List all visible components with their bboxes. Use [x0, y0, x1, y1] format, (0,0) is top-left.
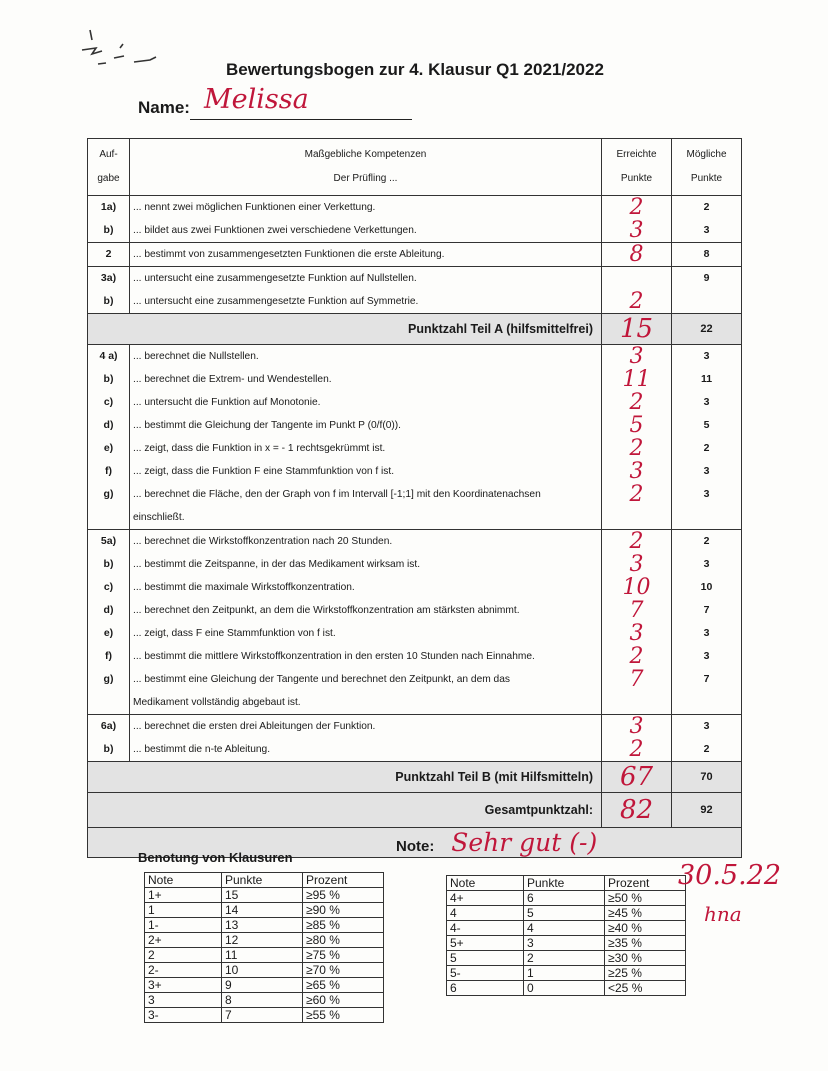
achieved-points: 2	[629, 289, 644, 314]
grade-value: Sehr gut (-)	[451, 828, 598, 857]
task-description: ... berechnet die Nullstellen.	[133, 351, 259, 362]
grading-cell: 0	[524, 981, 605, 996]
possible-points: 3	[703, 488, 710, 500]
possible-points: 3	[703, 650, 710, 662]
grading-cell: ≥65 %	[303, 978, 384, 993]
possible-points: 2	[703, 743, 710, 755]
task-description: ... bildet aus zwei Funktionen zwei verschiedene Verkettungen.	[133, 225, 417, 236]
achieved-points: 3	[629, 459, 644, 484]
grading-cell: ≥90 %	[303, 903, 384, 918]
grading-cell: 13	[222, 918, 303, 933]
grading-header-row	[145, 873, 384, 888]
grading-header-cell: Prozent	[605, 876, 686, 891]
grading-table-1	[144, 872, 384, 1023]
possible-points: 11	[700, 373, 713, 385]
grading-cell: 3+	[145, 978, 222, 993]
grading-cell: 2-	[145, 963, 222, 978]
grading-row	[447, 921, 686, 936]
task-number: b)	[103, 373, 114, 385]
possible-points	[675, 290, 738, 313]
grading-cell: ≥75 %	[303, 948, 384, 963]
grading-cell: 1+	[145, 888, 222, 903]
task-number: 6a)	[100, 720, 117, 732]
task-number: f)	[105, 465, 112, 477]
task-number: b)	[103, 743, 114, 755]
sum-b-possible: 70	[672, 762, 742, 793]
grading-row	[145, 933, 384, 948]
grading-cell: ≥40 %	[605, 921, 686, 936]
col-header-competencies: Maßgebliche Kompetenzen Der Prüfling ...	[130, 139, 602, 196]
task-number: 3a)	[100, 272, 117, 284]
grading-row	[145, 1008, 384, 1023]
grade-label: Note:	[396, 838, 435, 855]
sum-a-label: Punktzahl Teil A (hilfsmittelfrei)	[88, 314, 602, 345]
sum-b-label: Punktzahl Teil B (mit Hilfsmitteln)	[88, 762, 602, 793]
grading-cell: 5+	[447, 936, 524, 951]
grading-cell: 12	[222, 933, 303, 948]
possible-points: 5	[703, 419, 710, 431]
task-description: ... berechnet die Extrem- und Wendestellen.	[133, 374, 332, 385]
grading-cell: 1	[145, 903, 222, 918]
possible-points: 2	[703, 201, 710, 213]
col-header-task: Auf- gabe	[88, 139, 130, 196]
grading-cell: 11	[222, 948, 303, 963]
task-number: g)	[103, 673, 114, 685]
grading-row	[447, 981, 686, 996]
achieved-points: 7	[629, 598, 644, 623]
task-description: ... bestimmt die n-te Ableitung.	[133, 744, 271, 755]
name-label: Name:	[138, 98, 190, 117]
task-number	[91, 691, 126, 714]
task-description: ... berechnet die Fläche, den der Graph von f im Intervall [-1;1] mit den Koordinatenachsen	[133, 489, 541, 500]
task-description: ... untersucht eine zusammengesetzte Funktion auf Symmetrie.	[133, 296, 419, 307]
sum-b-achieved: 67	[602, 762, 672, 793]
task-description: Medikament vollständig abgebaut ist.	[133, 697, 301, 708]
task-number: e)	[103, 442, 114, 454]
grading-row	[447, 906, 686, 921]
achieved-points	[605, 267, 668, 290]
task-number: g)	[103, 488, 114, 500]
task-description: ... bestimmt von zusammengesetzten Funktionen die erste Ableitung.	[133, 249, 445, 260]
grading-cell: ≥25 %	[605, 966, 686, 981]
task-block-row	[88, 345, 742, 530]
total-row	[88, 793, 742, 828]
grading-row	[145, 903, 384, 918]
grading-table-2	[446, 875, 686, 996]
sum-row-part-a	[88, 314, 742, 345]
grading-cell: 4+	[447, 891, 524, 906]
possible-points: 3	[703, 224, 710, 236]
task-block-row	[88, 530, 742, 715]
sum-a-achieved: 15	[602, 314, 672, 345]
assessment-table	[87, 138, 742, 858]
achieved-points: 3	[629, 621, 644, 646]
corner-stamp-scribble	[62, 18, 172, 88]
grading-row	[145, 993, 384, 1008]
grading-cell: <25 %	[605, 981, 686, 996]
possible-points	[675, 506, 738, 529]
grading-row	[447, 951, 686, 966]
grading-row	[447, 891, 686, 906]
achieved-points: 3	[629, 714, 644, 739]
task-description: ... untersucht eine zusammengesetzte Funktion auf Nullstellen.	[133, 273, 417, 284]
student-name: Melissa	[204, 84, 309, 115]
task-description: ... bestimmt die maximale Wirkstoffkonzentration.	[133, 582, 355, 593]
possible-points: 3	[703, 720, 710, 732]
grading-cell: ≥80 %	[303, 933, 384, 948]
grading-cell: 5	[447, 951, 524, 966]
handwritten-initials: hna	[704, 902, 742, 926]
grading-cell: 4-	[447, 921, 524, 936]
grading-header-cell: Note	[447, 876, 524, 891]
grading-cell: ≥55 %	[303, 1008, 384, 1023]
grading-cell: ≥85 %	[303, 918, 384, 933]
sum-a-possible: 22	[672, 314, 742, 345]
task-number: d)	[103, 419, 114, 431]
grading-cell: 6	[524, 891, 605, 906]
grading-cell: 4	[447, 906, 524, 921]
achieved-points: 10	[622, 575, 651, 600]
achieved-points: 2	[629, 195, 644, 220]
grading-cell: 15	[222, 888, 303, 903]
achieved-points: 2	[629, 644, 644, 669]
grading-row	[145, 963, 384, 978]
possible-points	[675, 691, 738, 714]
grading-cell: 1-	[145, 918, 222, 933]
achieved-points: 2	[629, 436, 644, 461]
possible-points: 3	[703, 465, 710, 477]
achieved-points: 3	[629, 552, 644, 577]
grading-header-row	[447, 876, 686, 891]
achieved-points: 8	[629, 242, 644, 267]
handwritten-date: 30.5.22	[678, 860, 782, 891]
grading-row	[145, 948, 384, 963]
grading-cell: 7	[222, 1008, 303, 1023]
achieved-points: 3	[629, 218, 644, 243]
task-block-row	[88, 243, 742, 267]
grading-cell: 9	[222, 978, 303, 993]
possible-points: 7	[703, 673, 710, 685]
possible-points: 3	[703, 627, 710, 639]
achieved-points: 2	[629, 482, 644, 507]
table-header-row	[88, 139, 742, 196]
grading-cell: 2+	[145, 933, 222, 948]
grading-cell: 1	[524, 966, 605, 981]
grading-cell: ≥30 %	[605, 951, 686, 966]
achieved-points	[605, 691, 668, 714]
grading-cell: 3	[524, 936, 605, 951]
achieved-points	[605, 506, 668, 529]
total-label: Gesamtpunktzahl:	[88, 793, 602, 828]
col-header-possible: Mögliche Punkte	[672, 139, 742, 196]
task-description: ... zeigt, dass die Funktion F eine Stammfunktion von f ist.	[133, 466, 395, 477]
grading-cell: 6	[447, 981, 524, 996]
grading-cell: 5	[524, 906, 605, 921]
task-block-row	[88, 715, 742, 762]
grading-cell: ≥95 %	[303, 888, 384, 903]
task-number: b)	[103, 295, 114, 307]
grading-cell: 2	[145, 948, 222, 963]
task-block-row	[88, 196, 742, 243]
grading-cell: 3	[145, 993, 222, 1008]
grading-cell: 3-	[145, 1008, 222, 1023]
possible-points: 2	[703, 535, 710, 547]
task-number: b)	[103, 558, 114, 570]
possible-points: 10	[700, 581, 713, 593]
task-number: 1a)	[100, 201, 117, 213]
task-description: ... berechnet die ersten drei Ableitungen der Funktion.	[133, 721, 376, 732]
grading-row	[447, 936, 686, 951]
task-block-row	[88, 267, 742, 314]
grading-cell: 5-	[447, 966, 524, 981]
task-description: ... bestimmt die mittlere Wirkstoffkonzentration in den ersten 10 Stunden nach Einnahme.	[133, 651, 535, 662]
achieved-points: 2	[629, 737, 644, 762]
task-description: ... bestimmt eine Gleichung der Tangente und berechnet den Zeitpunkt, an dem das	[133, 674, 510, 685]
task-number: f)	[105, 650, 112, 662]
grading-cell: ≥35 %	[605, 936, 686, 951]
achieved-points: 3	[629, 344, 644, 369]
task-number: 2	[105, 248, 112, 260]
grading-header-cell: Punkte	[524, 876, 605, 891]
grading-header-cell: Note	[145, 873, 222, 888]
grading-scale-title: Benotung von Klausuren	[138, 850, 293, 865]
grading-cell: 4	[524, 921, 605, 936]
task-description: ... bestimmt die Zeitspanne, in der das Medikament wirksam ist.	[133, 559, 421, 570]
task-number: d)	[103, 604, 114, 616]
achieved-points: 2	[629, 390, 644, 415]
task-number: e)	[103, 627, 114, 639]
achieved-points: 11	[622, 367, 651, 392]
task-description: ... nennt zwei möglichen Funktionen einer Verkettung.	[133, 202, 376, 213]
achieved-points: 7	[629, 667, 644, 692]
grading-cell: ≥60 %	[303, 993, 384, 1008]
possible-points: 7	[703, 604, 710, 616]
task-number: c)	[103, 581, 114, 593]
total-possible: 92	[672, 793, 742, 828]
grading-cell: ≥50 %	[605, 891, 686, 906]
possible-points: 2	[703, 442, 710, 454]
sum-row-part-b	[88, 762, 742, 793]
achieved-points: 2	[629, 529, 644, 554]
grading-row	[145, 918, 384, 933]
grading-cell: ≥70 %	[303, 963, 384, 978]
possible-points: 3	[703, 558, 710, 570]
task-number	[91, 506, 126, 529]
grading-cell: 14	[222, 903, 303, 918]
possible-points: 8	[703, 248, 710, 260]
grading-header-cell: Prozent	[303, 873, 384, 888]
grading-cell: 2	[524, 951, 605, 966]
grading-cell: ≥45 %	[605, 906, 686, 921]
possible-points: 3	[703, 350, 710, 362]
name-line	[190, 119, 412, 120]
task-description: ... zeigt, dass F eine Stammfunktion von f ist.	[133, 628, 336, 639]
task-description: ... berechnet den Zeitpunkt, an dem die Wirkstoffkonzentration am stärksten abnimmt.	[133, 605, 520, 616]
grading-row	[447, 966, 686, 981]
task-number: c)	[103, 396, 114, 408]
task-description: ... zeigt, dass die Funktion in x = - 1 rechtsgekrümmt ist.	[133, 443, 386, 454]
task-number: 4 a)	[99, 350, 118, 362]
task-description: ... berechnet die Wirkstoffkonzentration nach 20 Stunden.	[133, 536, 393, 547]
col-header-achieved: Erreichte Punkte	[602, 139, 672, 196]
grading-row	[145, 888, 384, 903]
task-description: ... bestimmt die Gleichung der Tangente im Punkt P (0/f(0)).	[133, 420, 402, 431]
grading-row	[145, 978, 384, 993]
page-title: Bewertungsbogen zur 4. Klausur Q1 2021/2022	[226, 60, 604, 79]
possible-points: 3	[703, 396, 710, 408]
grading-header-cell: Punkte	[222, 873, 303, 888]
task-number: b)	[103, 224, 114, 236]
possible-points: 9	[703, 272, 710, 284]
achieved-points: 5	[629, 413, 644, 438]
task-number: 5a)	[100, 535, 117, 547]
grading-cell: 8	[222, 993, 303, 1008]
total-achieved: 82	[602, 793, 672, 828]
task-description: einschließt.	[133, 512, 185, 523]
grading-cell: 10	[222, 963, 303, 978]
task-description: ... untersucht die Funktion auf Monotonie.	[133, 397, 321, 408]
